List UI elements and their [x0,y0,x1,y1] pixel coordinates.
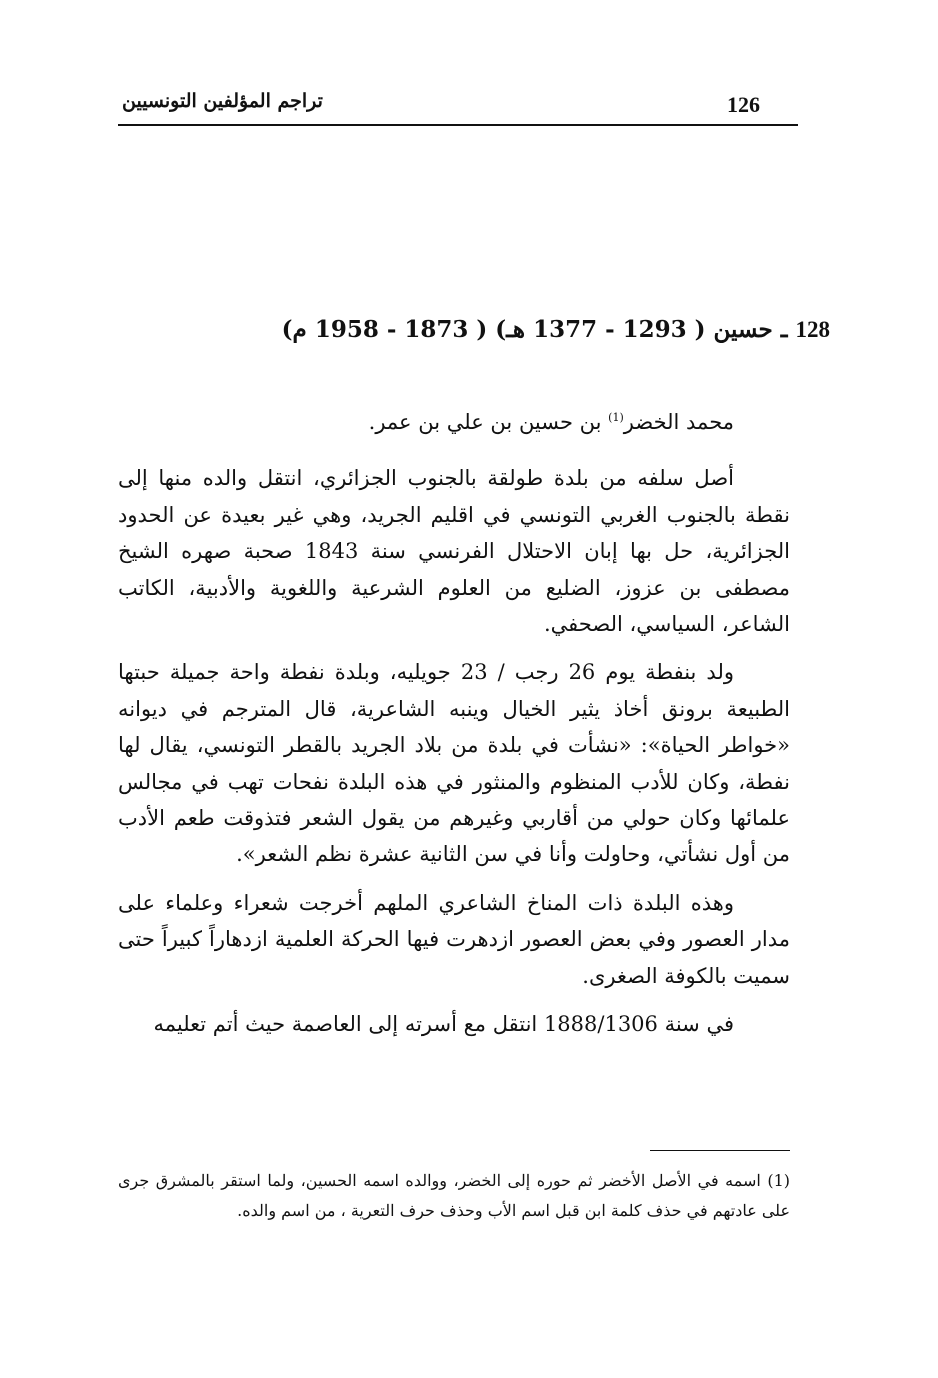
paragraph-origin: أصل سلفه من بلدة طولقة بالجنوب الجزائري، انتقل والده منها إلى نقطة بالجنوب الغربي التونسي في اقليم الجريد، وهي غير بعيدة عن الحدود الجزائرية، حل بها إبان الاحتلال الفرنسي سنة 1843 صحبة صهره الشيخ مصطفى بن عزوز، الضليع من العلوم الشرعية واللغوية والأدبية، الكاتب الشاعر، السياسي، الصحفي. [118,466,790,637]
running-header [118,84,798,126]
entry-heading [281,316,830,352]
subject-name: محمد الخضر [623,410,734,434]
page-number: 126 [727,92,760,117]
paragraph-town: وهذه البلدة ذات المناخ الشاعري الملهم أخرجت شعراء وعلماء على مدار العصور وفي بعض العصور ازدهرت فيها الحركة العلمية ازدهاراً كبيراً حتى سميت بالكوفة الصغرى. [118,890,790,988]
paragraph-move: في سنة 1888/1306 انتقل مع أسرته إلى العاصمة حيث أتم تعليمه [153,1012,734,1037]
running-title: تراجم المؤلفين التونسيين [122,90,323,112]
footnote-marker: (1) [608,411,624,424]
entry-heading-text: ـ حسين ( 1293 - 1377 هـ) ( 1873 - 1958 م) [281,316,788,343]
footnote-1: (1) اسمه في الأصل الأخضر ثم حوره إلى الخضر، ووالده اسمه الحسين، ولما استقر بالمشرق جرى على عادتهم في حذف كلمة ابن قبل اسم الأب وحذف حرف التعرية ، من اسم والده. [118,1171,790,1220]
name-lineage: بن حسين بن علي بن عمر. [368,410,609,434]
entry-number: 128 [795,317,830,342]
footnote-divider [650,1150,790,1151]
body-text [118,400,790,1055]
paragraph-name [118,400,790,440]
paragraph-birth: ولد بنفطة يوم 26 رجب / 23 جويليه، وبلدة نفطة واحة جميلة حبتها الطبيعة برونق أخاذ يثير الخيال وينبه الشاعرية، قال المترجم في ديوانه «خواطر الحياة»: «نشأت في بلدة من بلاد الجريد بالقطر التونسي، يقال لها نفطة، وكان للأدب المنظوم والمنثور في هذه البلدة نفحات تهب في مجالس علمائها وكان حولي من أقاربي وغيرهم من يقول الشعر فتذوقت طعم الأدب من أول نشأتي، وحاولت وأنا في سن الثانية عشرة نظم الشعر». [118,660,790,867]
footnotes [118,1166,790,1226]
